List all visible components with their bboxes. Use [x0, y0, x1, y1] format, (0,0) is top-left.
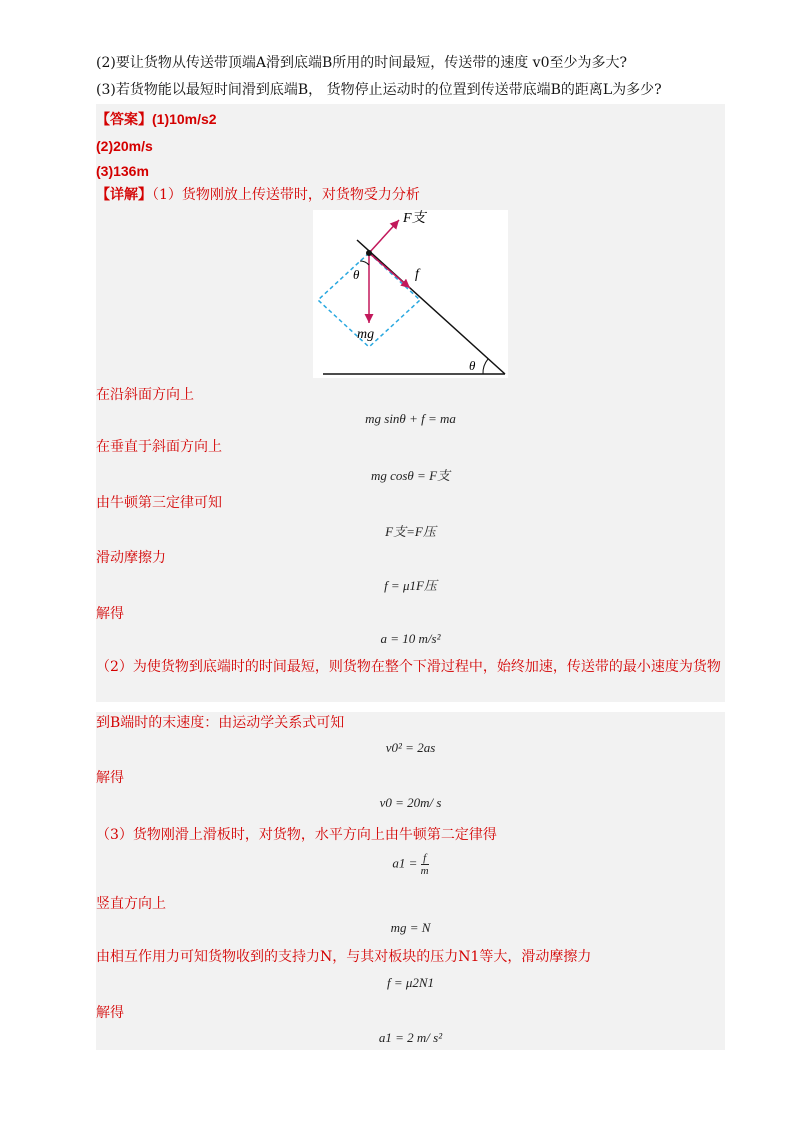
label-newton-third: 由牛顿第三定律可知 — [96, 495, 222, 511]
equation-8-numerator: f — [421, 852, 429, 865]
component-dashed-right — [369, 253, 420, 347]
friction-arrow — [369, 253, 410, 288]
angle-arc-bottom — [483, 359, 488, 374]
answer-tag: 【答案】 — [96, 111, 152, 127]
label-solve-2: 解得 — [96, 770, 124, 786]
answer-1: (1)10m/s2 — [152, 111, 217, 127]
incline-line — [357, 240, 505, 374]
support-force-arrow — [369, 220, 399, 253]
answer-block-2 — [96, 712, 725, 1050]
label-theta-top: θ — [353, 267, 360, 282]
explanation-tag: 【详解】 — [96, 187, 152, 203]
equation-10: f = μ2N1 — [386, 975, 435, 990]
equation-8-denominator: m — [420, 865, 429, 877]
equation-8 — [96, 852, 725, 877]
answer-2: (2)20m/s — [96, 138, 153, 154]
part2-line-2: 到B端时的末速度：由运动学关系式可知 — [96, 715, 345, 731]
label-vertical: 竖直方向上 — [96, 896, 166, 912]
object-dot — [366, 250, 372, 256]
equation-11: a1 = 2 m/ s² — [378, 1030, 443, 1045]
part3-line-1: （3）货物刚滑上滑板时，对货物，水平方向上由牛顿第二定律得 — [96, 827, 497, 843]
explanation-intro — [96, 186, 420, 204]
question-2: (2)要让货物从传送带顶端A滑到底端B所用的时间最短，传送带的速度 v0至少为多大? — [96, 55, 627, 71]
equation-5: a = 10 m/s² — [380, 631, 441, 646]
force-diagram — [313, 210, 508, 378]
label-along-incline: 在沿斜面方向上 — [96, 387, 194, 403]
answer-3: (3)136m — [96, 163, 149, 179]
equation-1: mg sinθ + f = ma — [365, 411, 456, 426]
equation-3: F支=F压 — [385, 524, 436, 539]
part3-line-2: 由相互作用力可知货物收到的支持力N，与其对板块的压力N1等大，滑动摩擦力 — [96, 949, 592, 965]
equation-4: f = μ1F压 — [384, 578, 437, 593]
label-solve-3: 解得 — [96, 1005, 124, 1021]
equation-2: mg cosθ = F支 — [370, 468, 451, 483]
explanation-intro-text: （1）货物刚放上传送带时，对货物受力分析 — [152, 187, 420, 203]
label-sliding-friction: 滑动摩擦力 — [96, 550, 166, 566]
question-3: (3)若货物能以最短时间滑到底端B， 货物停止运动时的位置到传送带底端B的距离L为多少? — [96, 82, 662, 98]
equation-8-lhs: a1 = — [392, 855, 418, 871]
label-theta-bottom: θ — [469, 358, 476, 373]
equation-9: mg = N — [390, 920, 431, 935]
label-support-force: F支 — [403, 211, 426, 226]
equation-8-fraction — [421, 852, 429, 877]
label-gravity: mg — [357, 327, 375, 342]
angle-arc-top — [360, 261, 369, 265]
equation-6: v0² = 2as — [385, 740, 436, 755]
label-perpendicular: 在垂直于斜面方向上 — [96, 439, 222, 455]
answer-line-1 — [96, 110, 217, 128]
label-friction: f — [415, 267, 419, 282]
part2-line-1: （2）为使货物到底端时的时间最短，则货物在整个下滑过程中，始终加速，传送带的最小速度为货物 — [96, 659, 721, 675]
label-solve-1: 解得 — [96, 606, 124, 622]
equation-7: v0 = 20m/ s — [379, 795, 442, 810]
